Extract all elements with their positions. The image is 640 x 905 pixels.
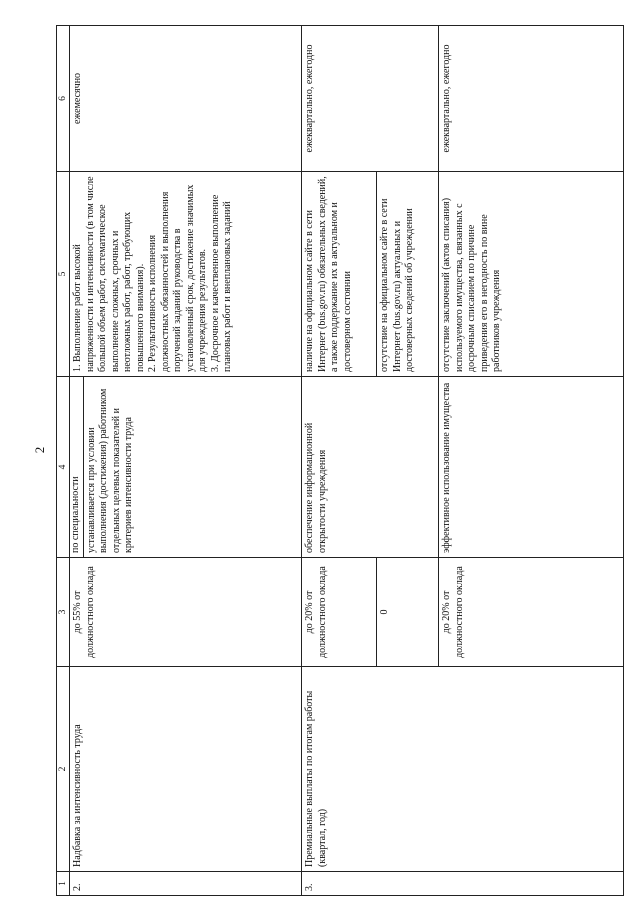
payment-amount: до 20% от должностного оклада xyxy=(439,558,624,667)
condition-text: устанавливается при условии выполнения (достижения) работником отдельных целевых показателей и критериев интенсивности труда xyxy=(85,388,134,553)
payment-amount: до 20% от должностного оклада xyxy=(302,558,377,667)
row-number: 2. xyxy=(70,872,302,896)
payment-period: ежемесячно xyxy=(70,26,302,172)
header-cell: 4 xyxy=(57,377,70,558)
criteria-text: 1. Выполнение работ высокой напряженности и интенсивности (в том числе большой объем работ, систематическое выполнение сложных, срочных и неотложных работ, работ, требующих повышенного внимания). 2. Результативность исполнения должностных обязанностей и выполнения поручений заданий руководства в установленный срок, достижение значимых для учреждения результатов. 3. Досрочное и качественное выполнение плановых работ и внеплановых заданий xyxy=(70,172,302,377)
payment-name: Надбавка за интенсивность труда xyxy=(70,667,302,872)
table-row xyxy=(302,26,377,896)
page-number: 2 xyxy=(32,446,47,454)
payment-period: ежеквартально, ежегодно xyxy=(439,26,624,172)
criteria-text: отсутствие заключений (актов списания) используемого имущества, связанных с досрочным списанием по причине приведения его в негодность по вине работников учреждения xyxy=(439,172,624,377)
header-cell: 6 xyxy=(57,26,70,172)
payment-condition: обеспечение информационной открытости учреждения xyxy=(302,377,439,558)
header-cell: 1 xyxy=(57,872,70,896)
header-row xyxy=(57,26,70,896)
payment-name: Премиальные выплаты по итогам работы (квартал, год) xyxy=(302,667,624,872)
payment-condition xyxy=(70,377,302,558)
payment-amount: до 55% от должностного оклада xyxy=(70,558,302,667)
condition-prefix: по специальности xyxy=(70,377,84,557)
payment-amount: 0 xyxy=(377,558,439,667)
criteria-text: наличие на официальном сайте в сети Интернет (bus.gov.ru) обязательных сведений, а также поддержание их в актуальном и достоверном состоянии xyxy=(302,172,377,377)
header-cell: 5 xyxy=(57,172,70,377)
bonus-criteria-table xyxy=(56,25,624,896)
payment-condition: эффективное использование имущества xyxy=(439,377,624,558)
header-cell: 3 xyxy=(57,558,70,667)
rotated-table-page xyxy=(56,26,624,896)
payment-period: ежеквартально, ежегодно xyxy=(302,26,439,172)
criteria-text: отсутствие на официальном сайте в сети Интернет (bus.gov.ru) актуальных и достоверных сведений об учреждении xyxy=(377,172,439,377)
table-row xyxy=(70,26,302,896)
header-cell: 2 xyxy=(57,667,70,872)
row-number: 3. xyxy=(302,872,624,896)
